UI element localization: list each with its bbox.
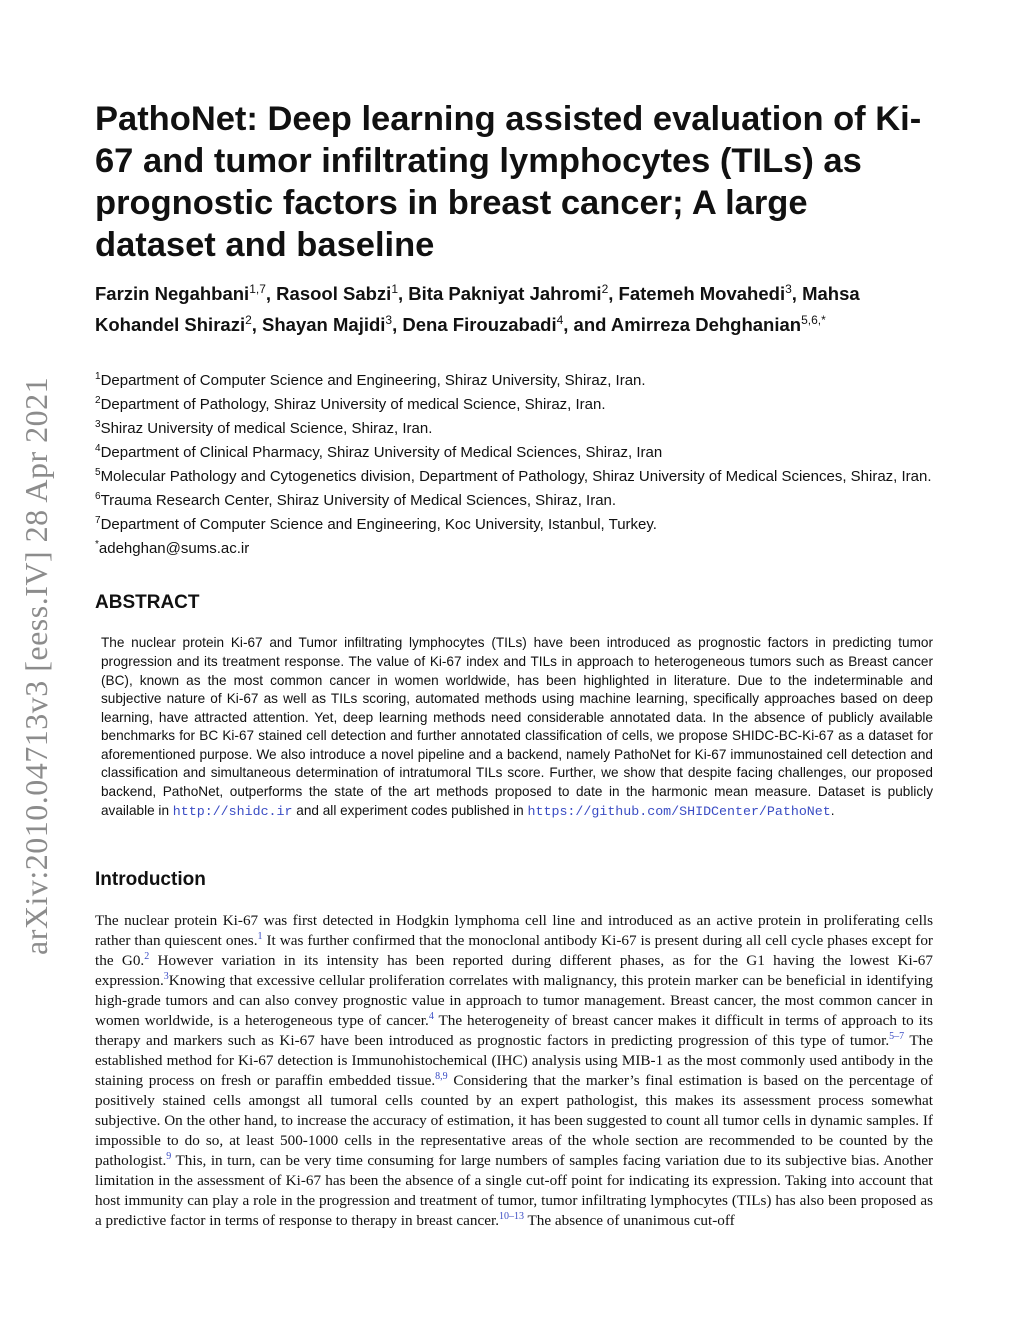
intro-text-segment: The heterogeneity of breast cancer makes it difficult in terms of approach to its therapy and markers such as Ki-67 have been introduced as prognostic factors in predicting progression of this type of tumor. <box>95 1012 933 1050</box>
intro-text-segment: The established method for Ki-67 detection is Immunohistochemical (IHC) analysis using MIB-1 as the most commonly used antibody in the staining process on fresh or paraffin embedded tissue. <box>95 1032 933 1090</box>
introduction-text <box>95 911 933 1231</box>
citation-link[interactable]: 4 <box>428 1011 434 1023</box>
citation-link[interactable]: 10–13 <box>499 1211 524 1223</box>
abstract-heading: ABSTRACT <box>95 592 200 614</box>
intro-text-segment: It was further confirmed that the monoclonal antibody Ki-67 is present during all cell cycle phases except for the G0. <box>95 932 933 970</box>
author-name: Mahsa Kohandel Shirazi <box>95 283 860 336</box>
author-name: Fatemeh Movahedi <box>618 283 786 305</box>
abstract-body-text: . <box>830 802 835 818</box>
author-affil-ref: 3 <box>385 313 393 328</box>
email-text[interactable]: adehghan@sums.ac.ir <box>98 540 250 558</box>
intro-text-segment: This, in turn, can be very time consuming for large numbers of samples facing variation due to its subjective bias. Another limitation in the assessment of Ki-67 has been the absence of a single cut-off point for indicating its expression. Taking into account that host immunity can play a role in the progression and treatment of tumor, tumor infiltrating lymphocytes (TILs) has also been proposed as a predictive factor in terms of response to therapy in breast cancer. <box>95 1152 933 1230</box>
author-list <box>95 276 933 338</box>
author-separator: , <box>398 283 409 305</box>
citation-link[interactable]: 1 <box>257 931 263 943</box>
author <box>619 283 803 304</box>
author-name: Dena Firouzabadi <box>402 314 557 336</box>
affiliation-text: Department of Pathology, Shiraz University of medical Science, Shiraz, Iran. <box>100 396 606 414</box>
dataset-link[interactable]: http://shidc.ir <box>172 803 293 819</box>
citation-link[interactable]: 8,9 <box>435 1071 448 1083</box>
introduction-heading: Introduction <box>95 869 206 891</box>
affiliation <box>95 367 933 391</box>
intro-text-segment: Knowing that excessive cellular proliferation correlates with malignancy, this protein marker can be beneficial in identifying high-grade tumors and can also convey prognostic value in approach to tumor management. Breast cancer, the most common cancer in women worldwide, is a heterogeneous type of cancer. <box>95 972 933 1030</box>
citation-link[interactable]: 5–7 <box>889 1031 905 1043</box>
corresponding-email <box>95 535 933 559</box>
affiliation <box>95 487 933 511</box>
affiliation-number: 4 <box>95 443 101 455</box>
author <box>402 314 611 335</box>
affiliation <box>95 439 933 463</box>
author-name: Farzin Negahbani <box>95 283 250 305</box>
author-separator: , <box>265 283 277 305</box>
author <box>262 314 402 335</box>
author-affil-ref: 5,6,* <box>801 313 826 328</box>
affiliation-number: 7 <box>95 515 101 527</box>
abstract-text <box>101 634 933 821</box>
affiliation-text: Department of Computer Science and Engineering, Koc University, Istanbul, Turkey. <box>100 516 657 534</box>
author-affil-ref: 1,7 <box>249 282 266 296</box>
author-separator: , <box>791 283 803 305</box>
author <box>408 283 618 304</box>
affiliation-number: * <box>95 539 99 551</box>
author-name: Amirreza Dehghanian <box>610 314 802 336</box>
affiliation <box>95 391 933 415</box>
author-name: Shayan Majidi <box>262 314 386 336</box>
author-name: Rasool Sabzi <box>276 283 392 305</box>
affiliation-text: Trauma Research Center, Shiraz University of Medical Sciences, Shiraz, Iran. <box>100 492 617 510</box>
abstract-body-text: and all experiment codes published in <box>292 802 528 818</box>
affiliation-number: 1 <box>95 371 101 383</box>
affiliation-text: Molecular Pathology and Cytogenetics division, Department of Pathology, Shiraz University of Medical Sciences, Shiraz, Iran. <box>100 468 932 486</box>
affiliation <box>95 463 933 487</box>
author-affil-ref: 2 <box>601 282 609 296</box>
author <box>276 283 408 304</box>
citation-link[interactable]: 2 <box>144 951 150 963</box>
affiliation-text: Department of Clinical Pharmacy, Shiraz University of Medical Sciences, Shiraz, Iran <box>100 444 663 462</box>
intro-text-segment: The absence of unanimous cut-off <box>524 1212 735 1230</box>
affiliation-number: 6 <box>95 491 101 503</box>
citation-link[interactable]: 3 <box>163 971 169 983</box>
affiliation-text: Department of Computer Science and Engineering, Shiraz University, Shiraz, Iran. <box>100 372 646 390</box>
abstract-body-text: The nuclear protein Ki-67 and Tumor infiltrating lymphocytes (TILs) have been introduced as prognostic factors in predicting tumor progression and its treatment response. The value of Ki-67 index and TILs in approach to heterogeneous tumors such as Breast cancer (BC), known as the most common cancer in women worldwide, has been highlighted in literature. Due to the indeterminable and subjective nature of Ki-67 as well as TILs scoring, automated methods using machine learning, specifically approaches based on deep learning, have attracted attention. Yet, deep learning methods need considerable annotated data. In the absence of publicly available benchmarks for BC Ki-67 stained cell detection and further annotated classification of cells, we propose SHIDC-BC-Ki-67 as a dataset for aforementioned purpose. We also introduce a novel pipeline and a backend, namely PathoNet for Ki-67 immunostained cell detection and classification and simultaneous determination of intratumoral TILs score. Further, we show that despite facing challenges, our proposed backend, PathoNet, outperforms the state of the art methods proposed to date in the harmonic mean measure. Dataset is publicly available in <box>101 635 933 818</box>
citation-link[interactable]: 9 <box>166 1151 172 1163</box>
paper-page <box>95 98 933 1246</box>
paper-title: PathoNet: Deep learning assisted evaluation of Ki-67 and tumor infiltrating lymphocytes (TILs) as prognostic factors in breast cancer; A large dataset and baseline <box>95 100 922 264</box>
intro-text-segment: However variation in its intensity has been reported during different phases, as for the G1 having the lowest Ki-67 expression. <box>95 952 933 990</box>
author-separator: , <box>251 314 263 336</box>
intro-text-segment: The nuclear protein Ki-67 was first detected in Hodgkin lymphoma cell line and introduced as an active protein in proliferating cells rather than quiescent ones. <box>95 912 933 950</box>
affiliation-number: 5 <box>95 467 101 479</box>
author-name: Bita Pakniyat Jahromi <box>408 283 602 305</box>
intro-text-segment: Considering that the marker’s final estimation is based on the percentage of positively stained cells amongst all tumoral cells counted by an expert pathologist, this makes its assessment process somewhat subjective. On the other hand, to increase the accuracy of estimation, it has been suggested to count all tumor cells in dynamic samples. If impossible to do so, at least 500-1000 cells in the representative areas of the whole section are recommended to be counted by the pathologist. <box>95 1072 933 1170</box>
author-affil-ref: 2 <box>245 313 252 328</box>
affiliation-text: Shiraz University of medical Science, Shiraz, Iran. <box>100 420 433 438</box>
author <box>611 314 826 335</box>
github-link[interactable]: https://github.com/SHIDCenter/PathoNet <box>527 803 831 819</box>
author <box>95 283 276 304</box>
author-separator: , and <box>563 314 611 336</box>
arxiv-identifier-stamp: arXiv:2010.04713v3 [eess.IV] 28 Apr 2021 <box>18 376 54 955</box>
affiliation <box>95 415 933 439</box>
affiliation-number: 3 <box>95 419 101 431</box>
affiliation-number: 2 <box>95 395 101 407</box>
author-affil-ref: 4 <box>556 313 564 328</box>
author-affil-ref: 3 <box>785 282 792 296</box>
affiliation <box>95 511 933 535</box>
affiliation-list <box>95 367 933 559</box>
author-separator: , <box>608 283 619 305</box>
author-affil-ref: 1 <box>391 282 398 296</box>
author-separator: , <box>392 314 403 336</box>
